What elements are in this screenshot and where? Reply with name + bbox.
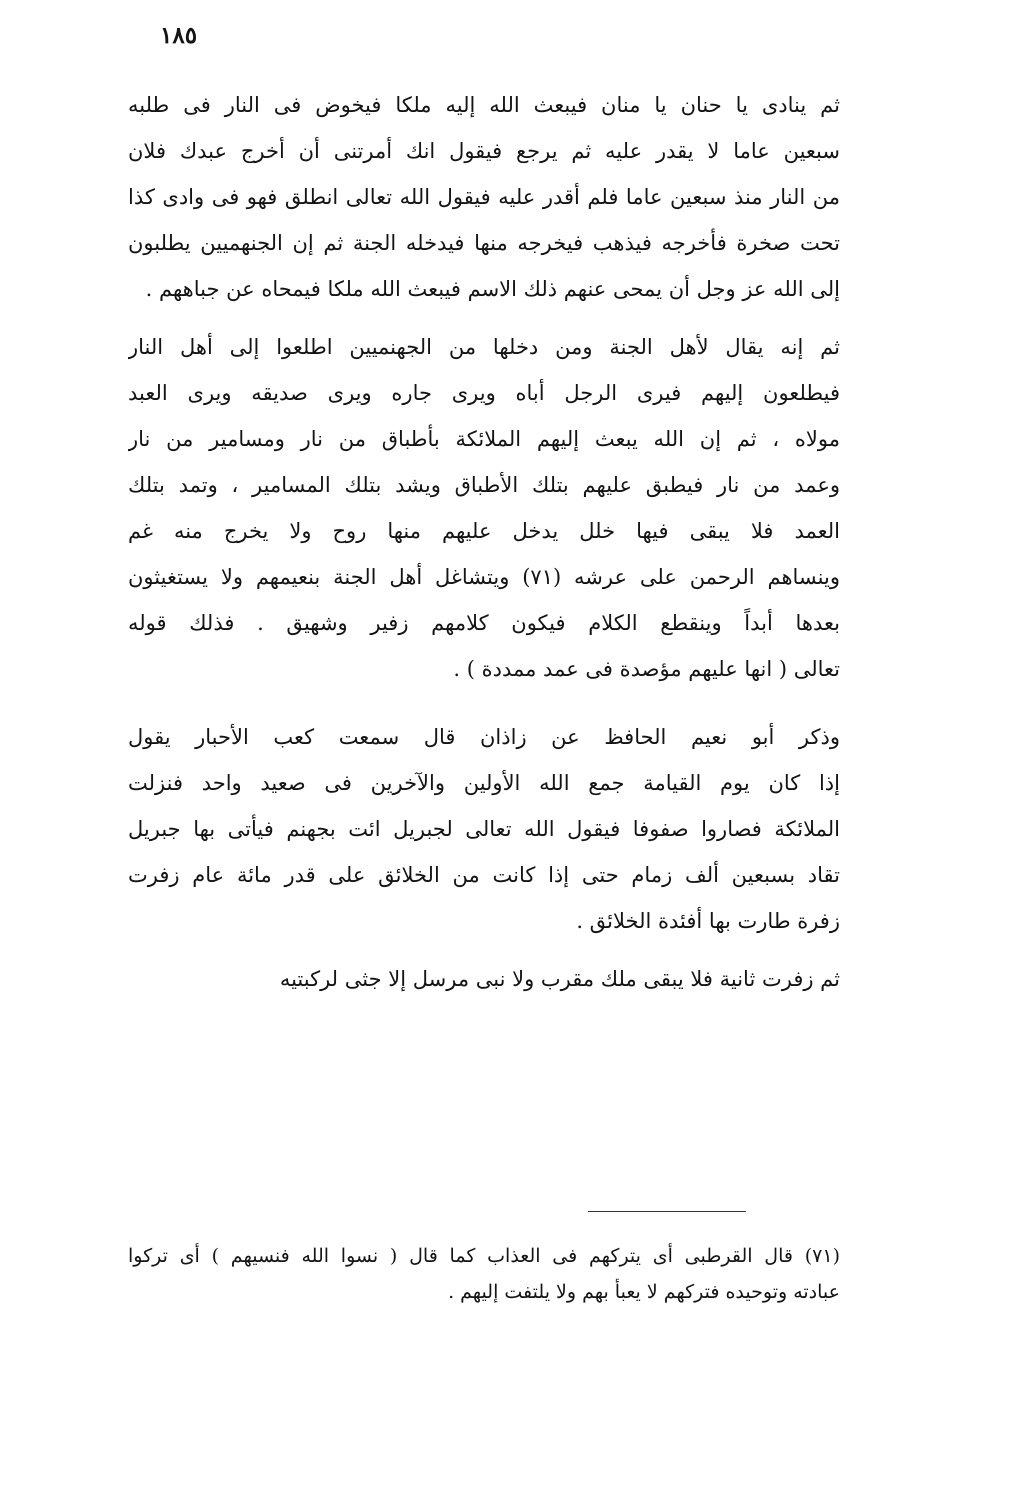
footnote-line: (٧١) قال القرطبى أى يتركهم فى العذاب كما قال ( نسوا الله فنسيهم ) أى تركوا <box>128 1245 840 1267</box>
text-line: بعدها أبداً وينقطع الكلام فيكون كلامهم زفير وشهيق . فذلك قوله <box>128 611 840 635</box>
text-line: وعمد من نار فيطبق عليهم بتلك الأطباق ويشد بتلك المسامير ، وتمد بتلك <box>128 473 840 497</box>
footnote-line: عبادته وتوحيده فتركهم لا يعبأ بهم ولا يلتفت إليهم . <box>448 1281 840 1303</box>
text-line: العمد فلا يبقى فيها خلل يدخل عليهم منها روح ولا يخرج منه غم <box>128 519 840 543</box>
main-text <box>128 82 840 1002</box>
text-line: وينساهم الرحمن على عرشه (٧١) ويتشاغل أهل الجنة بنعيمهم ولا يستغيثون <box>128 565 840 589</box>
text-line: ثم ينادى يا حنان يا منان فيبعث الله إليه ملكا فيخوض فى النار فى طلبه <box>128 93 840 117</box>
paragraph-2 <box>128 324 840 692</box>
text-line: تعالى ( انها عليهم مؤصدة فى عمد ممددة ) . <box>453 657 840 681</box>
text-line: سبعين عاما لا يقدر عليه ثم يرجع فيقول انك أمرتنى أن أخرج عبدك فلان <box>128 139 840 163</box>
text-line: تقاد بسبعين ألف زمام حتى إذا كانت من الخلائق على قدر مائة عام زفرت <box>128 863 840 887</box>
page-number: ١٨٥ <box>160 22 198 49</box>
paragraph-3 <box>128 714 840 944</box>
text-line: زفرة طارت بها أفئدة الخلائق . <box>576 909 840 933</box>
text-line: الملائكة فصاروا صفوفا فيقول الله تعالى لجبريل ائت بجهنم فيأتى بها جبريل <box>128 817 840 841</box>
text-line: فيطلعون إليهم فيرى الرجل أباه ويرى جاره ويرى صديقه ويرى العبد <box>128 381 840 405</box>
text-line: مولاه ، ثم إن الله يبعث إليهم الملائكة بأطباق من نار ومسامير من نار <box>128 427 840 451</box>
text-line: وذكر أبو نعيم الحافظ عن زاذان قال سمعت كعب الأحبار يقول <box>128 725 840 749</box>
text-line: إلى الله عز وجل أن يمحى عنهم ذلك الاسم فيبعث الله ملكا فيمحاه عن جباههم . <box>145 277 840 301</box>
text-line: إذا كان يوم القيامة جمع الله الأولين والآخرين فى صعيد واحد فنزلت <box>128 771 840 795</box>
paragraph-4 <box>128 956 840 1002</box>
footnotes <box>128 1238 840 1310</box>
text-line: من النار منذ سبعين عاما فلم أقدر عليه فيقول الله تعالى انطلق فهو فى وادى كذا <box>128 185 840 209</box>
text-line: تحت صخرة فأخرجه فيذهب فيخرجه منها فيدخله الجنة ثم إن الجنهميين يطلبون <box>128 231 840 255</box>
text-line: ثم إنه يقال لأهل الجنة ومن دخلها من الجهنميين اطلعوا إلى أهل النار <box>128 335 840 359</box>
paragraph-1 <box>128 82 840 312</box>
text-line: ثم زفرت ثانية فلا يبقى ملك مقرب ولا نبى مرسل إلا جثى لركبتيه <box>279 967 840 991</box>
footnote-divider <box>588 1211 746 1212</box>
